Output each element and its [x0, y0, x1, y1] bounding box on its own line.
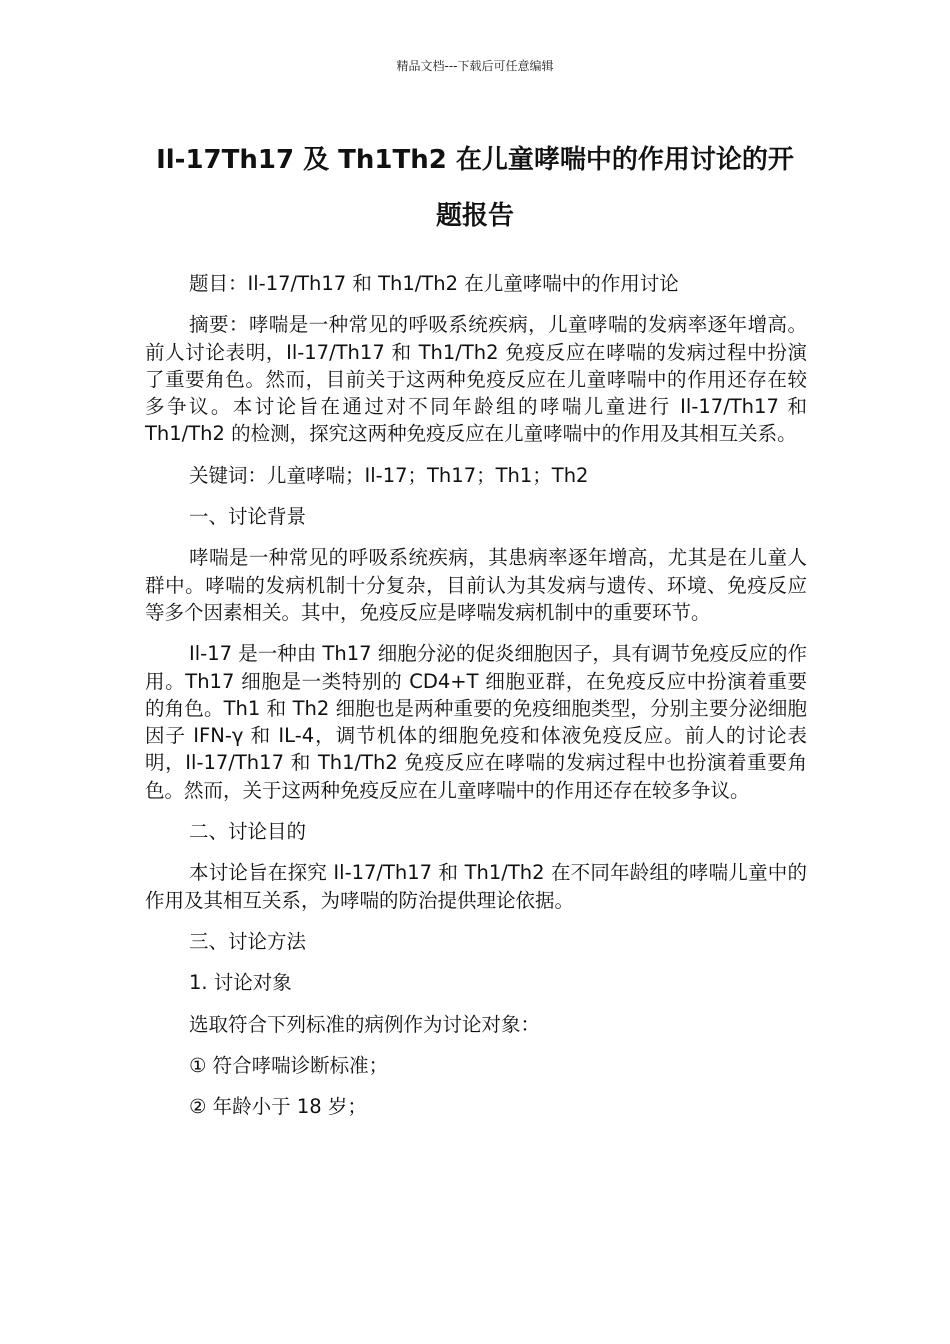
- background-paragraph-2: Il-17 是一种由 Th17 细胞分泌的促炎细胞因子，具有调节免疫反应的作用。Th17 细胞是一类特别的 CD4+T 细胞亚群，在免疫反应中扮演着重要的角色。Th1 和 Th2 细胞也是两种重要的免疫细胞类型，分别主要分泌细胞因子 IFN-γ 和 IL-4，调节机体的细胞免疫和体液免疫反应。前人的讨论表明，Il-17/Th17 和 Th1/Th2 免疫反应在哮喘的发病过程中也扮演着重要角色。然而，关于这两种免疫反应在儿童哮喘中的作用还存在较多争议。: [145, 642, 807, 802]
- page-header: 精品文档---下载后可任意编辑: [396, 59, 554, 73]
- section-heading-background: 一、讨论背景: [189, 505, 307, 529]
- subjects-intro: 选取符合下列标准的病例作为讨论对象：: [189, 1012, 541, 1036]
- topic-line: 题目：Il-17/Th17 和 Th1/Th2 在儿童哮喘中的作用讨论: [189, 272, 679, 295]
- section-heading-methods: 三、讨论方法: [189, 929, 307, 953]
- section-heading-purpose: 二、讨论目的: [189, 820, 307, 844]
- background-paragraph-1: 哮喘是一种常见的呼吸系统疾病，其患病率逐年增高，尤其是在儿童人群中。哮喘的发病机制十分复杂，目前认为其发病与遗传、环境、免疫反应等多个因素相关。其中，免疫反应是哮喘发病机制中的重要环节。: [145, 546, 807, 624]
- criteria-item-1: ① 符合哮喘诊断标准；: [189, 1053, 389, 1077]
- document-title: Il-17Th17 及 Th1Th2 在儿童哮喘中的作用讨论的开题报告: [156, 145, 794, 231]
- criteria-item-2: ② 年龄小于 18 岁；: [189, 1095, 367, 1119]
- keywords-line: 关键词：儿童哮喘；Il-17；Th17；Th1；Th2: [189, 463, 589, 487]
- subsection-heading-subjects: 1. 讨论对象: [189, 971, 292, 995]
- abstract-paragraph: 摘要：哮喘是一种常见的呼吸系统疾病，儿童哮喘的发病率逐年增高。前人讨论表明，Il-17/Th17 和 Th1/Th2 免疫反应在哮喘的发病过程中扮演了重要角色。然而，目前关于这两种免疫反应在儿童哮喘中的作用还存在较多争议。本讨论旨在通过对不同年龄组的哮喘儿童进行 Il-17/Th17 和 Th1/Th2 的检测，探究这两种免疫反应在儿童哮喘中的作用及其相互关系。: [145, 313, 807, 446]
- purpose-paragraph: 本讨论旨在探究 Il-17/Th17 和 Th1/Th2 在不同年龄组的哮喘儿童中的作用及其相互关系，为哮喘的防治提供理论依据。: [145, 861, 807, 912]
- document-body: [145, 270, 807, 1134]
